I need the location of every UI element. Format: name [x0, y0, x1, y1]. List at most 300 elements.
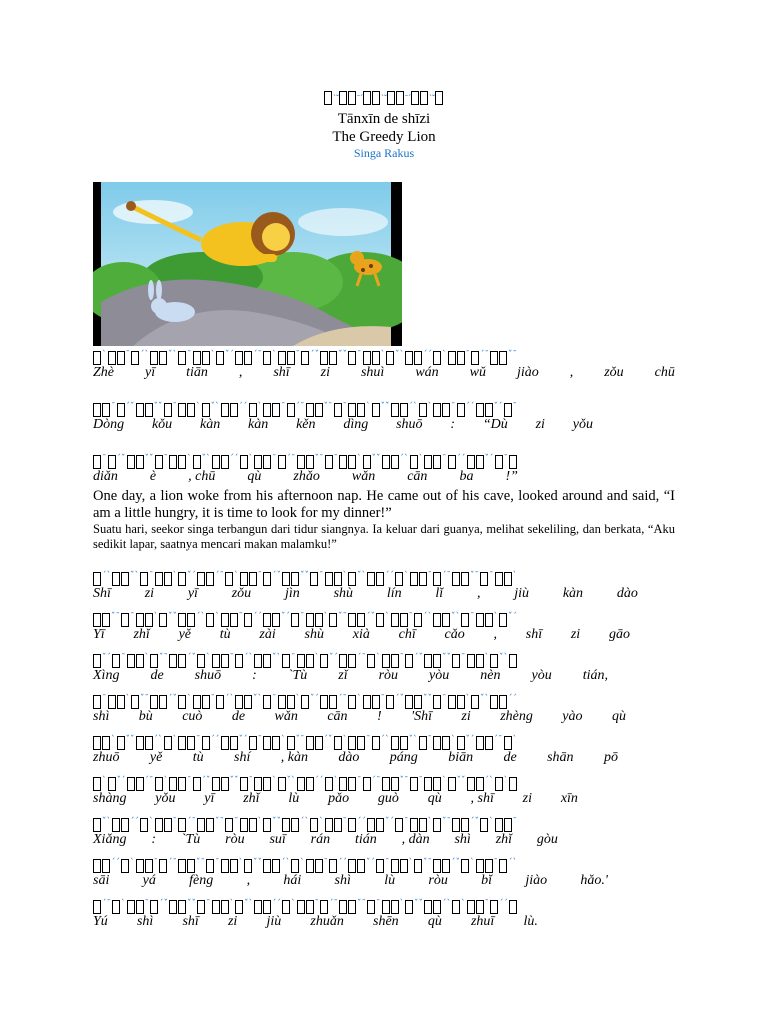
- missing-glyph-box: [348, 695, 356, 709]
- missing-glyph-box: [485, 736, 493, 750]
- pinyin-word: zǒu: [604, 365, 624, 380]
- tone-mark-glyph: ˇˊ: [102, 653, 111, 663]
- missing-glyph-box: [140, 818, 148, 832]
- missing-glyph-box: [476, 777, 484, 791]
- missing-glyph-box: [306, 859, 314, 873]
- pinyin-word: kěn: [296, 417, 316, 432]
- missing-glyph-box: [504, 403, 512, 417]
- tone-mark-glyph: ˋ: [314, 653, 319, 663]
- missing-glyph-box: [297, 654, 305, 668]
- tone-mark-glyph: ˊˊ: [338, 858, 347, 868]
- missing-glyph-box: [178, 455, 186, 469]
- pinyin-word: zhuī: [470, 914, 495, 929]
- tone-mark-glyph: ˉ: [451, 402, 456, 412]
- pinyin-word: dào: [616, 586, 638, 601]
- tone-mark-glyph: ˉ: [408, 612, 413, 622]
- tone-mark-glyph: ˉ: [102, 694, 107, 704]
- tone-mark-glyph: ˊˇ: [272, 571, 281, 581]
- pinyin-word: lǐ: [435, 586, 444, 601]
- pinyin-word: bù: [138, 709, 153, 724]
- tone-mark-glyph: ˉ: [196, 735, 201, 745]
- chinese-line-unrendered: [93, 894, 675, 914]
- tone-mark-glyph: ˊˊ: [111, 858, 120, 868]
- tone-mark-glyph: ˇˉ: [215, 817, 224, 827]
- missing-glyph-box: [93, 351, 101, 365]
- missing-glyph-box: [306, 900, 314, 914]
- pinyin-word: Xiǎng: [93, 832, 127, 847]
- tone-mark-glyph: ˉ: [121, 653, 126, 663]
- missing-glyph-box: [391, 777, 399, 791]
- tone-mark-glyph: ˉ: [111, 402, 116, 412]
- pinyin-word: yòu: [531, 668, 552, 683]
- tone-mark-glyph: ˇˇ: [253, 858, 262, 868]
- missing-glyph-box: [263, 736, 271, 750]
- missing-glyph-box: [221, 455, 229, 469]
- tone-mark-glyph: ˊˊ: [456, 454, 466, 464]
- missing-glyph-box: [155, 455, 163, 469]
- tone-mark-glyph: ˊˉ: [187, 817, 196, 827]
- tone-mark-glyph: ˇˇ: [144, 454, 154, 464]
- missing-glyph-box: [178, 613, 186, 627]
- tone-mark-glyph: ˇˇ: [168, 612, 177, 622]
- tone-mark-glyph: ˊˇ: [168, 694, 177, 704]
- missing-glyph-box: [348, 572, 356, 586]
- tone-mark-glyph: ˋ: [121, 899, 126, 909]
- missing-glyph-box: [405, 351, 413, 365]
- tone-mark-glyph: ˋ: [376, 653, 381, 663]
- missing-glyph-box: [108, 455, 116, 469]
- tone-mark-glyph: ˇˇ: [300, 571, 309, 581]
- missing-glyph-box: [117, 351, 125, 365]
- pinyin-word: yǒu: [155, 791, 176, 806]
- tone-mark-glyph: ˇˉ: [196, 858, 205, 868]
- pinyin-word: yá: [142, 873, 156, 888]
- missing-glyph-box: [127, 654, 135, 668]
- tone-mark-glyph: ˊˇ: [310, 350, 319, 360]
- pinyin-word: Shī: [93, 586, 111, 601]
- missing-glyph-box: [509, 455, 517, 469]
- tone-mark-glyph: ˊˋ: [408, 402, 418, 412]
- missing-glyph-box: [164, 736, 172, 750]
- missing-glyph-box: [420, 91, 428, 105]
- missing-glyph-box: [387, 91, 395, 105]
- tone-mark-glyph: ˋ: [206, 653, 211, 663]
- tone-mark-glyph: ˇˋ: [210, 402, 220, 412]
- pinyin-word: hái: [283, 873, 302, 888]
- missing-glyph-box: [221, 613, 229, 627]
- pinyin-word: ròu: [378, 668, 399, 683]
- pinyin-word: hǎo.': [580, 873, 608, 888]
- missing-glyph-box: [212, 455, 220, 469]
- tone-mark-glyph: ˇˇ: [338, 350, 347, 360]
- pinyin-word: shuō: [396, 417, 423, 432]
- missing-glyph-box: [93, 818, 101, 832]
- missing-glyph-box: [159, 859, 167, 873]
- missing-glyph-box: [334, 818, 342, 832]
- tone-mark-glyph: ˇˉ: [140, 694, 149, 704]
- missing-glyph-box: [287, 736, 295, 750]
- missing-glyph-box: [495, 777, 503, 791]
- tone-mark-glyph: ˇˋ: [130, 571, 139, 581]
- missing-glyph-box: [216, 351, 224, 365]
- missing-glyph-box: [348, 818, 356, 832]
- missing-glyph-box: [193, 695, 201, 709]
- pinyin-word: qù: [611, 709, 626, 724]
- missing-glyph-box: [329, 351, 337, 365]
- missing-glyph-box: [414, 613, 422, 627]
- missing-glyph-box: [136, 654, 144, 668]
- pinyin-word: xīn: [560, 791, 578, 806]
- pinyin-word: kàn: [200, 417, 221, 432]
- tone-mark-glyph: ˋ: [187, 454, 192, 464]
- missing-glyph-box: [169, 455, 177, 469]
- tone-mark-glyph: ˇˊ: [329, 653, 338, 663]
- tone-mark-glyph: ˋ: [333, 776, 338, 786]
- pinyin-word: yòu: [429, 668, 450, 683]
- missing-glyph-box: [140, 572, 148, 586]
- pinyin-word: biān: [448, 750, 474, 765]
- tone-mark-glyph: ˉ: [404, 817, 409, 827]
- missing-glyph-box: [150, 900, 158, 914]
- missing-glyph-box: [178, 818, 186, 832]
- missing-glyph-box: [471, 695, 479, 709]
- missing-glyph-box: [433, 777, 441, 791]
- pinyin-word: zhǎo: [293, 469, 320, 484]
- missing-glyph-box: [235, 900, 243, 914]
- pinyin-word: zi: [570, 627, 581, 642]
- missing-glyph-box: [419, 818, 427, 832]
- missing-glyph-box: [193, 351, 201, 365]
- tone-mark-glyph: ˋ: [111, 735, 116, 745]
- pinyin-word: è: [149, 469, 157, 484]
- pinyin-word: zi: [535, 417, 545, 432]
- missing-glyph-box: [334, 572, 342, 586]
- tone-mark-glyph: ˉˊ: [357, 93, 363, 103]
- pinyin-word: gòu: [536, 832, 558, 847]
- missing-glyph-box: [395, 818, 403, 832]
- pinyin-word: kàn: [562, 586, 584, 601]
- missing-glyph-box: [282, 572, 290, 586]
- tone-mark-glyph: ˊˋ: [442, 899, 451, 909]
- missing-glyph-box: [193, 777, 201, 791]
- pinyin-word: de: [150, 668, 164, 683]
- missing-glyph-box: [410, 455, 418, 469]
- pinyin-word: zi: [461, 709, 471, 724]
- missing-glyph-box: [108, 695, 116, 709]
- tone-mark-glyph: ˇˊ: [116, 776, 126, 786]
- missing-glyph-box: [348, 859, 356, 873]
- missing-glyph-box: [187, 403, 195, 417]
- pinyin-word: pǎo: [328, 791, 350, 806]
- tone-mark-glyph: ˋ: [172, 735, 177, 745]
- tone-mark-glyph: ˉ: [257, 735, 262, 745]
- missing-glyph-box: [121, 859, 129, 873]
- tone-mark-glyph: ˇˊ: [310, 694, 319, 704]
- missing-glyph-box: [291, 859, 299, 873]
- missing-glyph-box: [348, 91, 356, 105]
- missing-glyph-box: [235, 695, 243, 709]
- pinyin-word: lù: [288, 791, 300, 806]
- pinyin-line: [93, 417, 593, 435]
- tone-mark-glyph: ˇˋ: [499, 653, 508, 663]
- tone-mark-glyph: ˊˇ: [201, 776, 211, 786]
- missing-glyph-box: [376, 613, 384, 627]
- title-block: [0, 88, 768, 161]
- pinyin-line: [93, 365, 675, 383]
- tone-mark-glyph: ˊˋ: [102, 571, 111, 581]
- pinyin-word: yào: [562, 709, 583, 724]
- tone-mark-glyph: ˋˇ: [333, 93, 339, 103]
- missing-glyph-box: [178, 654, 186, 668]
- tone-mark-glyph: ˉ: [418, 776, 423, 786]
- missing-glyph-box: [221, 859, 229, 873]
- chinese-line-unrendered: [93, 730, 675, 750]
- missing-glyph-box: [164, 818, 172, 832]
- missing-glyph-box: [263, 572, 271, 586]
- tone-mark-glyph: ˉ: [333, 454, 338, 464]
- tone-mark-glyph: ˋ: [418, 454, 423, 464]
- tone-mark-glyph: ˊˋ: [300, 817, 309, 827]
- tone-mark-glyph: ˇˊ: [187, 571, 196, 581]
- tone-mark-glyph: ˋ: [493, 612, 498, 622]
- missing-glyph-box: [410, 572, 418, 586]
- missing-glyph-box: [263, 695, 271, 709]
- pinyin-word: 'Shī: [411, 709, 432, 724]
- missing-glyph-box: [169, 654, 177, 668]
- missing-glyph-box: [348, 900, 356, 914]
- missing-glyph-box: [382, 777, 390, 791]
- missing-glyph-box: [339, 654, 347, 668]
- tone-mark-glyph: ˊˉ: [215, 571, 224, 581]
- pinyin-line: [93, 750, 618, 768]
- missing-glyph-box: [235, 351, 243, 365]
- missing-glyph-box: [145, 859, 153, 873]
- tone-mark-glyph: ˉ: [187, 350, 192, 360]
- tone-mark-glyph: ˋ: [442, 776, 447, 786]
- missing-glyph-box: [221, 900, 229, 914]
- tone-mark-glyph: ˉ: [465, 350, 470, 360]
- missing-glyph-box: [278, 777, 286, 791]
- missing-glyph-box: [410, 777, 418, 791]
- missing-glyph-box: [400, 613, 408, 627]
- missing-glyph-box: [400, 736, 408, 750]
- missing-glyph-box: [391, 403, 399, 417]
- lion-chasing-deer-image: [93, 182, 402, 346]
- tone-mark-glyph: ˊˇ: [116, 454, 126, 464]
- tone-mark-glyph: ˉ: [248, 776, 253, 786]
- tone-mark-glyph: ˊˇ: [366, 612, 375, 622]
- tone-mark-glyph: ˊˉ: [357, 653, 366, 663]
- tone-mark-glyph: ˇˋ: [102, 817, 111, 827]
- missing-glyph-box: [159, 613, 167, 627]
- tone-mark-glyph: ˋ: [512, 571, 517, 581]
- missing-glyph-box: [212, 654, 220, 668]
- tone-mark-glyph: ˋ: [257, 817, 262, 827]
- missing-glyph-box: [254, 777, 262, 791]
- missing-glyph-box: [178, 859, 186, 873]
- pinyin-word: ba: [459, 469, 474, 484]
- missing-glyph-box: [150, 695, 158, 709]
- missing-glyph-box: [339, 900, 347, 914]
- tone-mark-glyph: ˊˊ: [272, 899, 281, 909]
- missing-glyph-box: [178, 572, 186, 586]
- missing-glyph-box: [121, 572, 129, 586]
- tone-mark-glyph: ˇˉ: [323, 402, 333, 412]
- pinyin-word: yī: [187, 586, 198, 601]
- tone-mark-glyph: ˉ: [357, 776, 362, 786]
- missing-glyph-box: [155, 818, 163, 832]
- tone-mark-glyph: ˋ: [172, 571, 177, 581]
- missing-glyph-box: [178, 736, 186, 750]
- missing-glyph-box: [306, 403, 314, 417]
- pinyin-word: shēn: [373, 914, 399, 929]
- tone-mark-glyph: ˊˉ: [102, 899, 111, 909]
- missing-glyph-box: [155, 777, 163, 791]
- tone-mark-glyph: ˋ: [102, 350, 107, 360]
- missing-glyph-box: [244, 351, 252, 365]
- missing-glyph-box: [391, 900, 399, 914]
- missing-glyph-box: [419, 403, 427, 417]
- pinyin-word: chū: [654, 365, 675, 380]
- pinyin-word: ,: [476, 586, 481, 601]
- tone-mark-glyph: ˉ: [272, 454, 277, 464]
- tone-mark-glyph: ˇˇ: [187, 899, 196, 909]
- missing-glyph-box: [206, 859, 214, 873]
- missing-glyph-box: [405, 900, 413, 914]
- tone-mark-glyph: ˋ: [489, 817, 494, 827]
- missing-glyph-box: [263, 455, 271, 469]
- missing-glyph-box: [221, 654, 229, 668]
- pinyin-word: shàng: [93, 791, 127, 806]
- tone-mark-glyph: ˉ: [314, 899, 319, 909]
- missing-glyph-box: [452, 818, 460, 832]
- tone-mark-glyph: ˊˊ: [508, 694, 517, 704]
- missing-glyph-box: [391, 613, 399, 627]
- tone-mark-glyph: ˋ: [451, 735, 456, 745]
- missing-glyph-box: [159, 351, 167, 365]
- tone-mark-glyph: ˇˉ: [314, 454, 324, 464]
- tone-mark-glyph: ˉ: [229, 653, 234, 663]
- missing-glyph-box: [329, 695, 337, 709]
- pinyin-word: páng: [389, 750, 418, 765]
- missing-glyph-box: [448, 695, 456, 709]
- tone-mark-glyph: ˋ: [408, 858, 413, 868]
- tone-mark-glyph: ˉ: [366, 735, 371, 745]
- chinese-line-unrendered: [93, 397, 675, 417]
- pinyin-word: shì: [454, 832, 471, 847]
- missing-glyph-box: [485, 613, 493, 627]
- missing-glyph-box: [164, 572, 172, 586]
- missing-glyph-box: [357, 859, 365, 873]
- pinyin-word: ,: [493, 627, 497, 642]
- missing-glyph-box: [433, 613, 441, 627]
- missing-glyph-box: [272, 613, 280, 627]
- missing-glyph-box: [301, 351, 309, 365]
- missing-glyph-box: [310, 818, 318, 832]
- missing-glyph-box: [263, 403, 271, 417]
- tone-mark-glyph: ˇˋ: [168, 350, 177, 360]
- indonesian-paragraph: Suatu hari, seekor singa terbangun dari tidur siangnya. Ia keluar dari guanya, melihat sekeliling, dan berkata, “Aku sedikit lapar, saatnya mencari makan malamku!”: [93, 522, 675, 551]
- pinyin-word: Yú: [93, 914, 108, 929]
- tone-mark-glyph: ˉ: [342, 402, 347, 412]
- missing-glyph-box: [414, 695, 422, 709]
- missing-glyph-box: [145, 403, 153, 417]
- pinyin-word: tián: [354, 832, 377, 847]
- pinyin-word: wǎn: [351, 469, 376, 484]
- missing-glyph-box: [367, 572, 375, 586]
- missing-glyph-box: [339, 777, 347, 791]
- tone-mark-glyph: ˉ: [144, 899, 149, 909]
- missing-glyph-box: [240, 572, 248, 586]
- missing-glyph-box: [363, 91, 371, 105]
- tone-mark-glyph: ˇˊ: [238, 735, 248, 745]
- tone-mark-glyph: ˋ: [144, 653, 149, 663]
- missing-glyph-box: [391, 859, 399, 873]
- missing-glyph-box: [93, 455, 101, 469]
- missing-glyph-box: [216, 695, 224, 709]
- missing-glyph-box: [112, 572, 120, 586]
- missing-glyph-box: [461, 572, 469, 586]
- tone-mark-glyph: ˇˇ: [125, 735, 135, 745]
- missing-glyph-box: [263, 900, 271, 914]
- missing-glyph-box: [433, 572, 441, 586]
- pinyin-word: shuì: [360, 365, 385, 380]
- pinyin-word: guò: [377, 791, 399, 806]
- missing-glyph-box: [424, 654, 432, 668]
- pinyin-line: [93, 586, 638, 604]
- pinyin-word: zhuō: [93, 750, 120, 765]
- tone-mark-glyph: ˋ: [130, 858, 135, 868]
- pinyin-word: cuò: [182, 709, 203, 724]
- tone-mark-glyph: ˊˋ: [380, 735, 390, 745]
- tone-mark-glyph: ˋ: [512, 735, 517, 745]
- missing-glyph-box: [424, 455, 432, 469]
- tone-mark-glyph: ˉ: [376, 899, 381, 909]
- pinyin-word: ròu: [428, 873, 448, 888]
- pinyin-word: jiù: [266, 914, 282, 929]
- tone-mark-glyph: ˊˋ: [244, 653, 253, 663]
- missing-glyph-box: [467, 777, 475, 791]
- tone-mark-glyph: ˋ: [125, 694, 130, 704]
- pinyin-word: bǐ: [481, 873, 493, 888]
- missing-glyph-box: [348, 403, 356, 417]
- missing-glyph-box: [225, 818, 233, 832]
- pinyin-word: shù: [304, 627, 324, 642]
- missing-glyph-box: [93, 736, 101, 750]
- story-section-2: [93, 566, 675, 932]
- pinyin-word: zhǐ: [495, 832, 513, 847]
- pinyin-word: `Tù: [287, 668, 308, 683]
- pinyin-word: zi: [144, 586, 155, 601]
- tone-mark-glyph: ˇˊ: [281, 612, 290, 622]
- tone-mark-glyph: ˋ: [427, 817, 432, 827]
- tone-mark-glyph: ˉ: [149, 571, 154, 581]
- missing-glyph-box: [433, 736, 441, 750]
- tone-mark-glyph: ˉ: [470, 612, 475, 622]
- missing-glyph-box: [297, 455, 305, 469]
- missing-glyph-box: [490, 654, 498, 668]
- missing-glyph-box: [197, 818, 205, 832]
- missing-glyph-box: [433, 818, 441, 832]
- missing-glyph-box: [263, 654, 271, 668]
- tone-mark-glyph: ˇˉ: [111, 612, 120, 622]
- pinyin-word: lín: [386, 586, 402, 601]
- missing-glyph-box: [363, 455, 371, 469]
- tone-mark-glyph: ˋ: [272, 776, 277, 786]
- pinyin-word: zi: [522, 791, 533, 806]
- missing-glyph-box: [329, 613, 337, 627]
- tone-mark-glyph: ˊˊ: [499, 899, 508, 909]
